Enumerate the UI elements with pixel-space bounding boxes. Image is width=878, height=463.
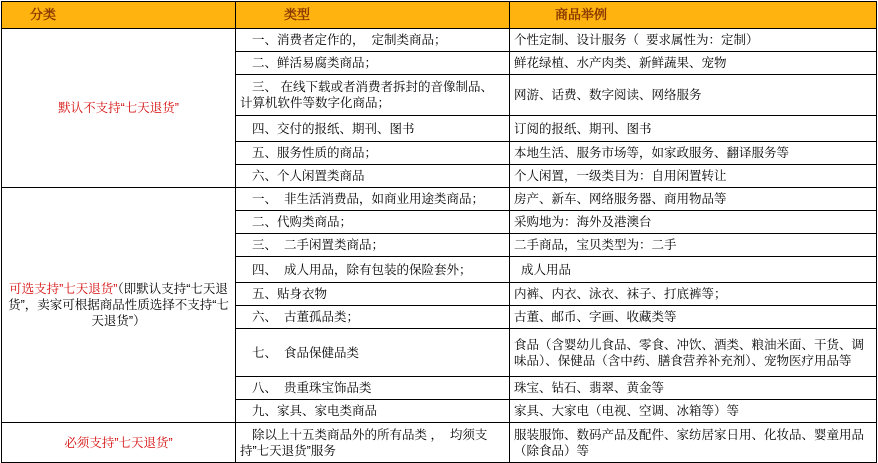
return-policy-table [1,1,877,463]
example-cell: 订阅的报纸、期刊、图书 [510,116,877,142]
type-cell: 四、 成人用品，除有包装的保险套外； [236,257,510,283]
column-header-type: 类型 [236,2,510,29]
example-cell: 网游、话费、数字阅读、网络服务 [510,75,877,116]
type-cell: 三、 二手闲置类商品； [236,234,510,257]
type-cell: 七、 食品保健品类 [236,329,510,377]
type-cell: 六、个人闲置类商品 [236,165,510,188]
example-cell: 食品（含婴幼儿食品、零食、冲饮、酒类、粮油米面、干货、调味品）、保健品（含中药、膳食营养补充剂）、宠物医疗用品等 [510,329,877,377]
type-cell: 除以上十五类商品外的所有品类 ， 均须支持”七天退货”服务 [236,423,510,463]
example-cell: 家具、大家电（电视、空调、冰箱等）等 [510,400,877,423]
category-red-text: 必须支持”七天退货” [64,435,173,450]
example-cell: 鲜花绿植、水产肉类、新鲜蔬果、宠物 [510,52,877,75]
type-cell: 一、消费者定作的， 定制类商品； [236,29,510,52]
example-cell: 二手商品，宝贝类型为：二手 [510,234,877,257]
category-red-text: 默认不支持“七天退货” [58,101,179,115]
category-black-text: （即默认支持“七天退货”，卖家可根据商品性质选择不支持“七天退货”） [8,282,229,328]
category-red-text: 可选支持”七天退货” [9,282,118,296]
column-header-category: 分类 [2,2,236,29]
table-row [2,423,877,463]
column-header-examples: 商品举例 [510,2,877,29]
type-cell: 五、贴身衣物 [236,283,510,306]
category-cell-default-unsupported [2,29,236,188]
category-cell-must-support [2,423,236,463]
example-cell: 内裤、内衣、泳衣、袜子、打底裤等； [510,283,877,306]
type-cell: 一、 非生活消费品，如商业用途类商品； [236,188,510,211]
example-cell: 采购地为：海外及港澳台 [510,211,877,234]
type-cell: 二、代购类商品； [236,211,510,234]
table-row [2,188,877,211]
category-cell-optional-supported [2,188,236,423]
header-row [2,2,877,29]
type-cell: 二、鲜活易腐类商品； [236,52,510,75]
type-cell: 八、 贵重珠宝饰品类 [236,377,510,400]
table-row [2,29,877,52]
example-cell: 本地生活、服务市场等，如家政服务、翻译服务等 [510,142,877,165]
example-cell: 成人用品 [510,257,877,283]
type-cell: 九、家具、家电类商品 [236,400,510,423]
type-cell: 五、服务性质的商品； [236,142,510,165]
example-cell: 房产、新车、网络服务器、商用物品等 [510,188,877,211]
example-cell: 服装服饰、数码产品及配件、家纺居家日用、化妆品、婴童用品（除食品）等 [510,423,877,463]
type-cell: 六、 古董孤品类； [236,306,510,329]
example-cell: 古董、邮币、字画、收藏类等 [510,306,877,329]
example-cell: 个人闲置，一级类目为：自用闲置转让 [510,165,877,188]
example-cell: 个性定制、设计服务（ 要求属性为：定制） [510,29,877,52]
type-cell: 三、 在线下载或者消费者拆封的音像制品、计算机软件等数字化商品； [236,75,510,116]
example-cell: 珠宝、钻石、翡翠、黄金等 [510,377,877,400]
type-cell: 四、交付的报纸、期刊、图书 [236,116,510,142]
